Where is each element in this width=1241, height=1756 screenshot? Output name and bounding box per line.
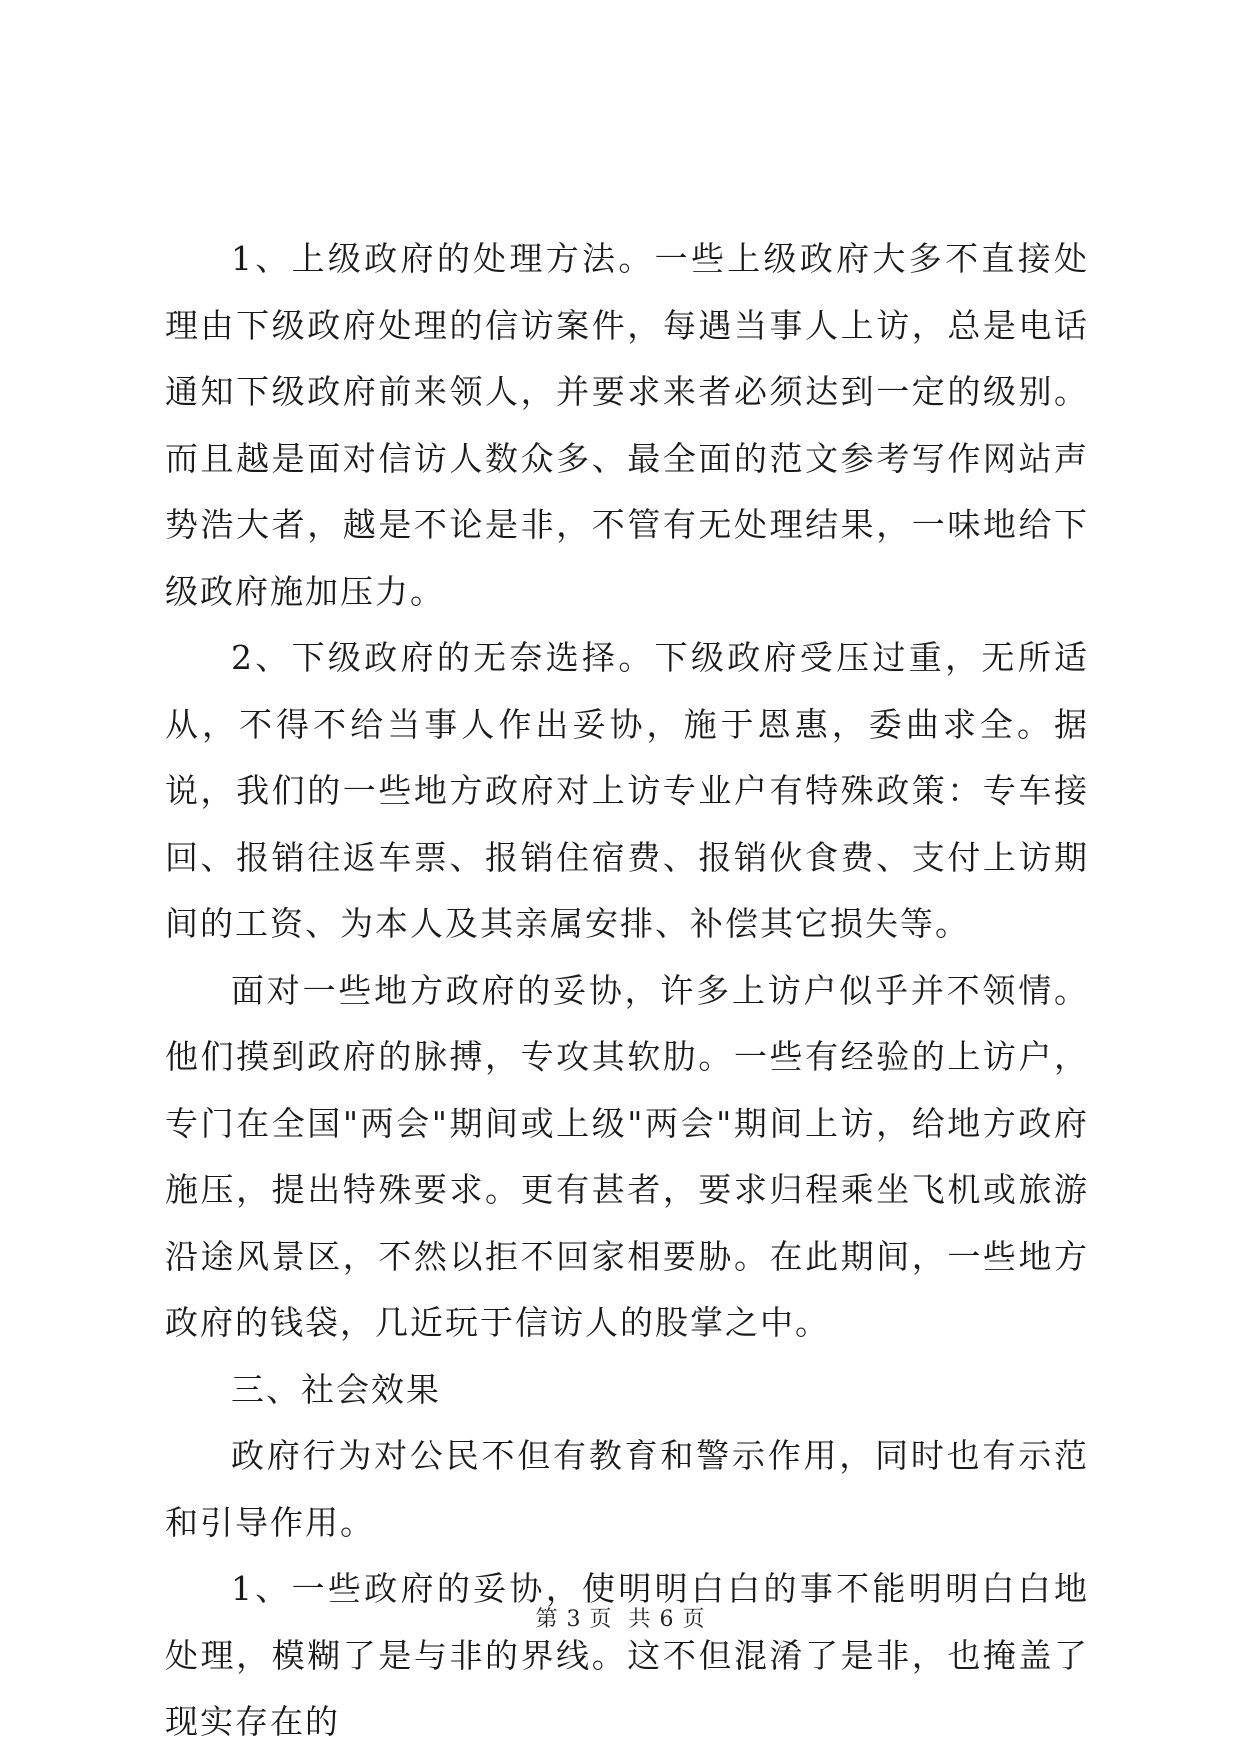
paragraph-2: 2、下级政府的无奈选择。下级政府受压过重，无所适从，不得不给当事人作出妥协，施于恩惠，委曲求全。据说，我们的一些地方政府对上访专业户有特殊政策：专车接回、报销往返车票、报销住宿费、报销伙食费、支付上访期间的工资、为本人及其亲属安排、补偿其它损失等。 xyxy=(165,638,1089,943)
page-number: 第 3 页 共 6 页 xyxy=(535,1607,706,1632)
paragraph-3: 面对一些地方政府的妥协，许多上访户似乎并不领情。他们摸到政府的脉搏，专攻其软肋。一些有经验的上访户，专门在全国"两会"期间或上级"两会"期间上访，给地方政府施压，提出特殊要求。更有甚者，要求归程乘坐飞机或旅游沿途风景区，不然以拒不回家相要胁。在此期间，一些地方政府的钱袋，几近玩于信访人的股掌之中。 xyxy=(165,970,1089,1342)
page-footer xyxy=(0,1602,1241,1633)
paragraph-5: 1、一些政府的妥协，使明明白白的事不能明明白白地处理，模糊了是与非的界线。这不但混淆了是非，也掩盖了现实存在的 xyxy=(165,1569,1089,1741)
paragraph-1: 1、上级政府的处理方法。一些上级政府大多不直接处理由下级政府处理的信访案件，每遇当事人上访，总是电话通知下级政府前来领人，并要求来者必须达到一定的级别。而且越是面对信访人数众多、最全面的范文参考写作网站声势浩大者，越是不论是非，不管有无处理结果，一味地给下级政府施加压力。 xyxy=(165,239,1089,611)
document-body xyxy=(165,226,1089,1756)
paragraph-4: 政府行为对公民不但有教育和警示作用，同时也有示范和引导作用。 xyxy=(165,1436,1089,1542)
section-heading: 三、社会效果 xyxy=(231,1369,441,1409)
